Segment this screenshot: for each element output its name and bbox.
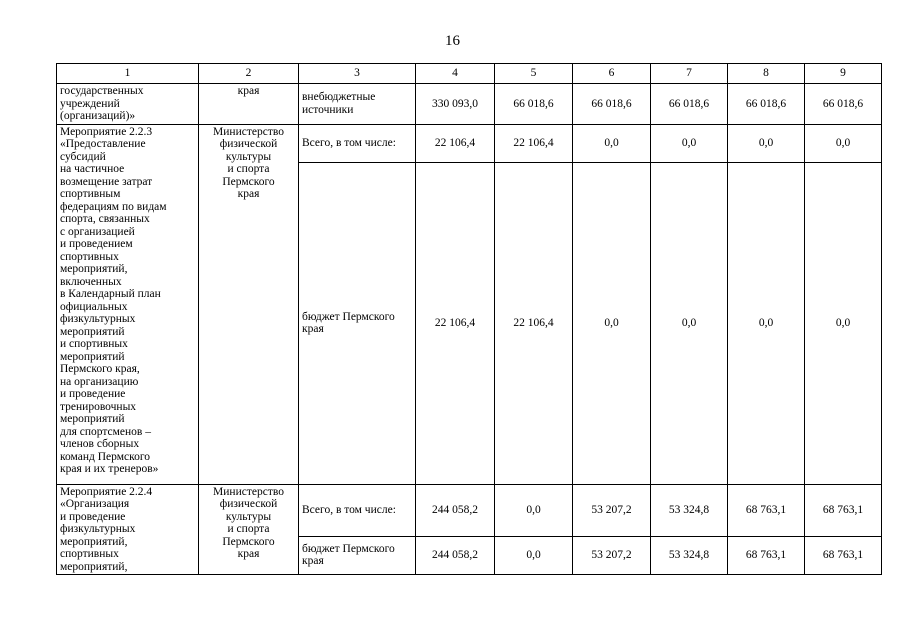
value-cell: 68 763,1 <box>728 484 805 536</box>
value-cell: 22 106,4 <box>495 162 573 484</box>
value-cell: 22 106,4 <box>495 124 573 162</box>
executor-line: края <box>237 85 260 97</box>
value-cell: 68 763,1 <box>805 484 882 536</box>
value-cell: 53 324,8 <box>651 484 728 536</box>
column-header: 5 <box>495 64 573 84</box>
measure-name-line: Мероприятие 2.2.3 <box>60 125 153 138</box>
measure-name-cell <box>57 124 199 484</box>
executor-cell <box>199 124 299 484</box>
measure-name-line: на организацию <box>60 375 139 388</box>
value-cell: 66 018,6 <box>805 84 882 125</box>
column-header: 7 <box>651 64 728 84</box>
value-cell: 66 018,6 <box>573 84 651 125</box>
value-cell: 22 106,4 <box>416 124 495 162</box>
executor-cell <box>199 84 299 125</box>
measure-name-line: спортивным <box>60 188 121 200</box>
executor-line: и спорта <box>227 523 270 535</box>
measure-name-line: и спортивных <box>60 338 128 350</box>
column-header: 3 <box>299 64 416 84</box>
value-cell: 0,0 <box>573 162 651 484</box>
measure-name-line: членов сборных <box>60 438 140 450</box>
executor-line: физической <box>219 498 278 510</box>
value-cell: 0,0 <box>805 124 882 162</box>
measure-name-line: физкультурных <box>60 313 136 325</box>
value-cell: 68 763,1 <box>805 536 882 574</box>
measure-name-line: Мероприятие 2.2.4 <box>60 485 153 498</box>
executor-line: и спорта <box>227 163 270 175</box>
measure-name-line: спортивных <box>60 548 119 560</box>
funding-source: Всего, в том числе: <box>299 124 416 162</box>
executor-line: Министерство <box>213 485 284 498</box>
measure-name-line: мероприятий <box>60 325 125 338</box>
measure-name-line: мероприятий <box>60 350 125 363</box>
measure-name-line: спортивных <box>60 250 119 263</box>
measure-name-line: мероприятий, <box>60 535 128 548</box>
measure-name-line: (организаций)» <box>60 110 136 122</box>
budget-table <box>56 63 882 575</box>
value-cell: 66 018,6 <box>651 84 728 125</box>
measure-name-line: для спортсменов – <box>60 425 151 438</box>
value-cell: 0,0 <box>728 162 805 484</box>
value-cell: 330 093,0 <box>416 84 495 125</box>
measure-name-line: физкультурных <box>60 523 136 535</box>
value-cell: 0,0 <box>805 162 882 484</box>
column-header: 6 <box>573 64 651 84</box>
column-header: 2 <box>199 64 299 84</box>
funding-source: бюджет Пермского края <box>299 536 416 574</box>
measure-name-line: с организацией <box>60 225 135 238</box>
column-header: 4 <box>416 64 495 84</box>
measure-name-line: включенных <box>60 275 122 288</box>
executor-line: Пермского <box>222 175 275 188</box>
measure-name-line: команд Пермского <box>60 450 151 463</box>
column-header-row <box>57 64 882 84</box>
measure-name-line: спорта, связанных <box>60 213 150 225</box>
executor-line: края <box>237 548 260 560</box>
measure-name-line: субсидий <box>60 150 106 163</box>
measure-name-line: и проведение <box>60 510 126 523</box>
executor-line: края <box>237 188 260 200</box>
measure-name-line: «Организация <box>60 498 130 510</box>
executor-cell <box>199 484 299 575</box>
value-cell: 0,0 <box>651 124 728 162</box>
executor-line: физической <box>219 138 278 150</box>
measure-name-line: официальных <box>60 300 128 313</box>
executor-line: Министерство <box>213 125 284 138</box>
measure-name-cell <box>57 484 199 575</box>
value-cell: 244 058,2 <box>416 484 495 536</box>
measure-name-line: края и их тренеров» <box>60 463 159 475</box>
table-row <box>57 484 882 536</box>
page-number: 16 <box>445 33 460 49</box>
value-cell: 22 106,4 <box>416 162 495 484</box>
column-header: 8 <box>728 64 805 84</box>
measure-name-line: и проведением <box>60 238 133 250</box>
measure-name-line: мероприятий, <box>60 263 128 275</box>
measure-name-cell <box>57 84 199 125</box>
measure-name-line: мероприятий, <box>60 560 128 573</box>
value-cell: 0,0 <box>728 124 805 162</box>
measure-name-line: федерациям по видам <box>60 200 167 213</box>
table-row <box>57 124 882 162</box>
value-cell: 0,0 <box>651 162 728 484</box>
measure-name-line: мероприятий <box>60 413 125 425</box>
value-cell: 244 058,2 <box>416 536 495 574</box>
measure-name-line: на частичное <box>60 163 125 175</box>
value-cell: 53 207,2 <box>573 484 651 536</box>
value-cell: 66 018,6 <box>728 84 805 125</box>
executor-line: Пермского <box>222 535 275 548</box>
value-cell: 0,0 <box>495 536 573 574</box>
measure-name-line: возмещение затрат <box>60 175 153 188</box>
measure-name-line: и проведение <box>60 388 126 400</box>
column-header: 1 <box>57 64 199 84</box>
measure-name-line: в Календарный план <box>60 288 161 300</box>
funding-source: бюджет Пермского края <box>299 162 416 484</box>
measure-name-line: государственных <box>60 85 144 97</box>
value-cell: 53 207,2 <box>573 536 651 574</box>
value-cell: 68 763,1 <box>728 536 805 574</box>
measure-name-line: Пермского края, <box>60 363 140 375</box>
executor-line: культуры <box>225 150 272 163</box>
funding-source: Всего, в том числе: <box>299 484 416 536</box>
value-cell: 0,0 <box>495 484 573 536</box>
table-row <box>57 84 882 125</box>
value-cell: 53 324,8 <box>651 536 728 574</box>
executor-line: культуры <box>225 510 272 523</box>
measure-name-line: «Предоставление <box>60 138 146 150</box>
value-cell: 66 018,6 <box>495 84 573 125</box>
value-cell: 0,0 <box>573 124 651 162</box>
measure-name-line: тренировочных <box>60 400 137 413</box>
measure-name-line: учреждений <box>60 97 120 110</box>
funding-source: внебюджетные источники <box>299 84 416 125</box>
column-header: 9 <box>805 64 882 84</box>
